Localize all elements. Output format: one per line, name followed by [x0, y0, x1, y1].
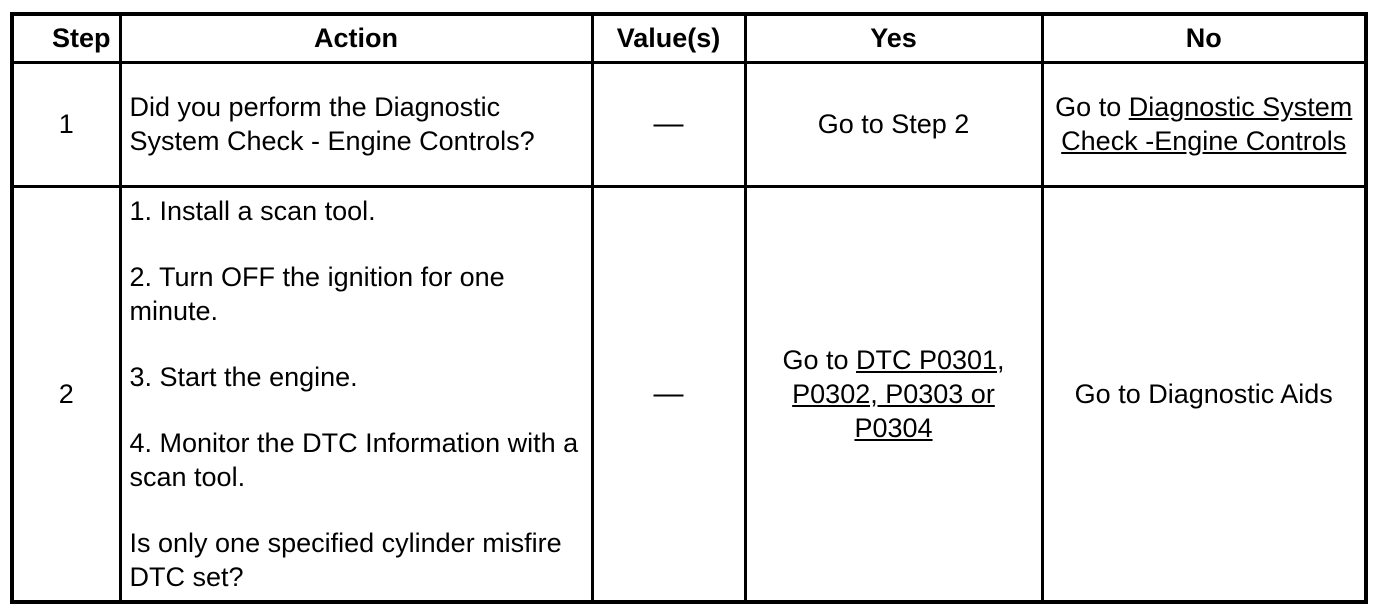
- no-cell: Go to Diagnostic Aids: [1042, 186, 1364, 600]
- dtc-link[interactable]: DTC P0301, P0302, P0303 or P0304: [792, 344, 1005, 443]
- no-cell: [1042, 62, 1364, 186]
- no-prefix: Go to: [1055, 92, 1129, 122]
- yes-prefix: Go to: [782, 344, 856, 375]
- table-header-row: [14, 16, 1364, 62]
- diagnostic-system-check-link[interactable]: Diagnostic System Check -Engine Controls: [1061, 92, 1353, 156]
- action-step: 1. Install a scan tool.: [129, 195, 376, 226]
- action-text: Did you perform the Diagnostic System Check - Engine Controls?: [120, 62, 592, 186]
- diagnostic-table: [14, 16, 1364, 600]
- header-no: No: [1042, 16, 1364, 62]
- header-values: Value(s): [592, 16, 745, 62]
- yes-cell: Go to Step 2: [745, 62, 1042, 186]
- step-number: 1: [14, 62, 120, 186]
- action-step: 2. Turn OFF the ignition for one minute.: [129, 261, 505, 326]
- action-step: 4. Monitor the DTC Information with a scan tool.: [129, 427, 579, 492]
- table-row: [14, 62, 1364, 186]
- action-step: 3. Start the engine.: [129, 361, 358, 392]
- value-cell: —: [592, 62, 745, 186]
- header-action: Action: [120, 16, 592, 62]
- header-step: Step: [14, 16, 120, 62]
- diagnostic-table-frame: [10, 12, 1368, 604]
- step-number: 2: [14, 186, 120, 600]
- yes-cell: [745, 186, 1042, 600]
- value-cell: —: [592, 186, 745, 600]
- table-row: [14, 186, 1364, 600]
- action-list: [120, 186, 592, 600]
- action-question: Is only one specified cylinder misfire DTC set?: [129, 527, 562, 592]
- header-yes: Yes: [745, 16, 1042, 62]
